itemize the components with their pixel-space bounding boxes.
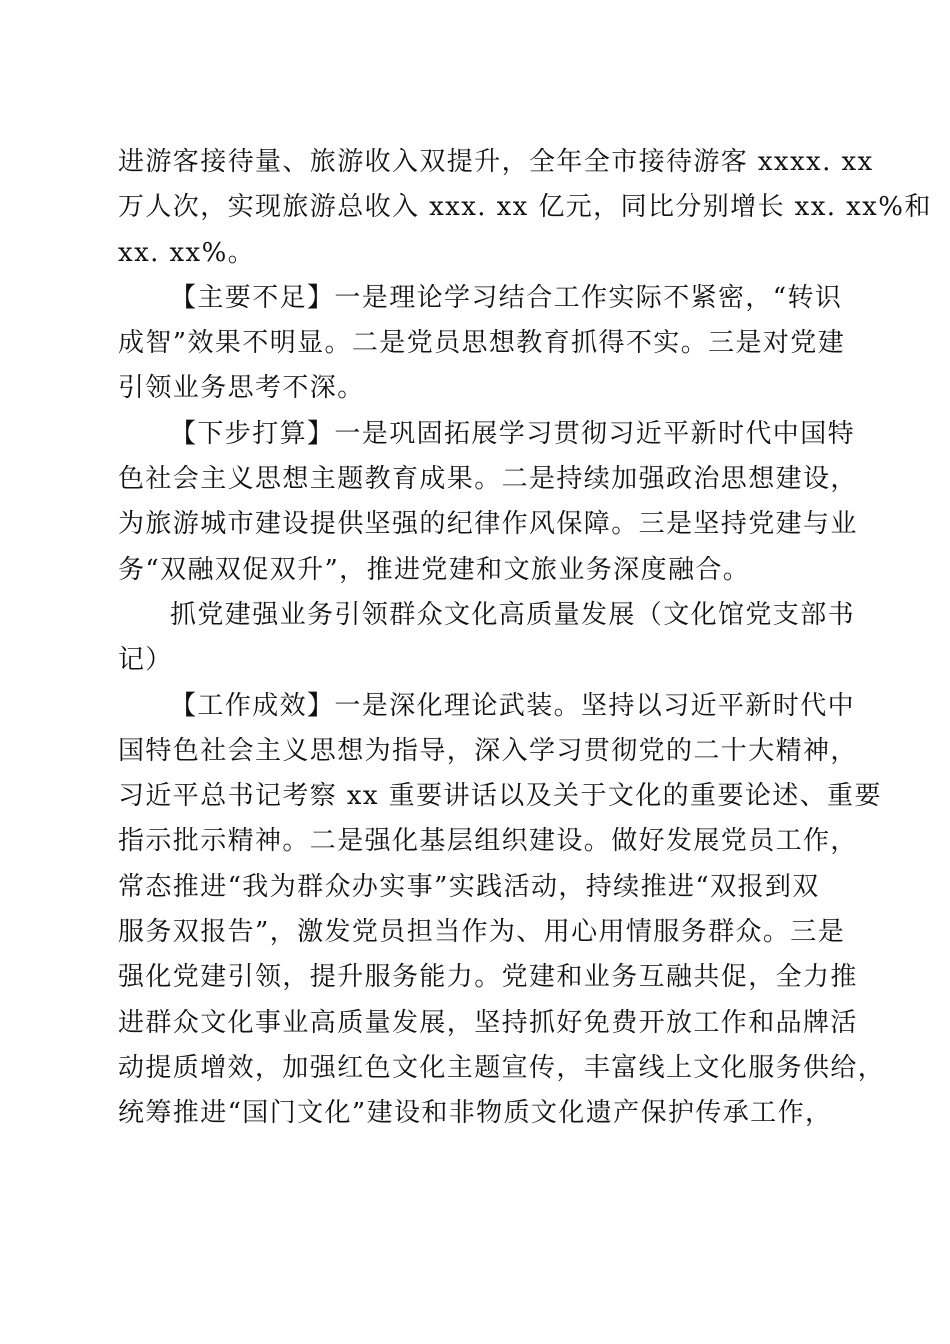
text-line: 指示批示精神。二是强化基层组织建设。做好发展党员工作， xyxy=(118,826,858,857)
text-line: 国特色社会主义思想为指导，深入学习贯彻党的二十大精神， xyxy=(118,735,858,766)
section-heading-line: 【工作成效】一是深化理论武装。坚持以习近平新时代中 xyxy=(170,690,856,721)
text-line: 进游客接待量、旅游收入双提升，全年全市接待游客 xxxx. xx xyxy=(118,147,874,177)
subtitle-line: 记） xyxy=(118,645,173,676)
text-line: 万人次，实现旅游总收入 xxx. xx 亿元，同比分别增长 xx. xx%和 xyxy=(118,192,932,223)
text-line: 服务双报告”，激发党员担当作为、用心用情服务群众。三是 xyxy=(118,917,846,948)
text-line: 进群众文化事业高质量发展，坚持抓好免费开放工作和品牌活 xyxy=(118,1007,858,1038)
text-line: 引领业务思考不深。 xyxy=(118,373,365,404)
document-body xyxy=(118,140,932,1137)
text-line: 为旅游城市建设提供坚强的纪律作风保障。三是坚持党建与业 xyxy=(118,509,858,540)
text-line: 务“双融双促双升”，推进党建和文旅业务深度融合。 xyxy=(118,554,751,585)
text-line: 常态推进“我为群众办实事”实践活动，持续推进“双报到双 xyxy=(118,871,820,902)
text-line: 统筹推进“国门文化”建设和非物质文化遗产保护传承工作， xyxy=(118,1098,833,1129)
text-line: 色社会主义思想主题教育成果。二是持续加强政治思想建设， xyxy=(118,464,858,495)
subtitle-line: 抓党建强业务引领群众文化高质量发展（文化馆党支部书 xyxy=(170,599,856,630)
text-line: 强化党建引领，提升服务能力。党建和业务互融共促，全力推 xyxy=(118,962,858,993)
text-line: 成智”效果不明显。二是党员思想教育抓得不实。三是对党建 xyxy=(118,328,846,359)
text-line: 动提质增效，加强红色文化主题宣传，丰富线上文化服务供给， xyxy=(118,1052,886,1083)
text-line: xx. xx%。 xyxy=(118,237,256,268)
section-heading-line: 【下步打算】一是巩固拓展学习贯彻习近平新时代中国特 xyxy=(170,418,856,449)
text-line: 习近平总书记考察 xx 重要讲话以及关于文化的重要论述、重要 xyxy=(118,781,882,812)
section-heading-line: 【主要不足】一是理论学习结合工作实际不紧密，“转识 xyxy=(170,282,843,313)
